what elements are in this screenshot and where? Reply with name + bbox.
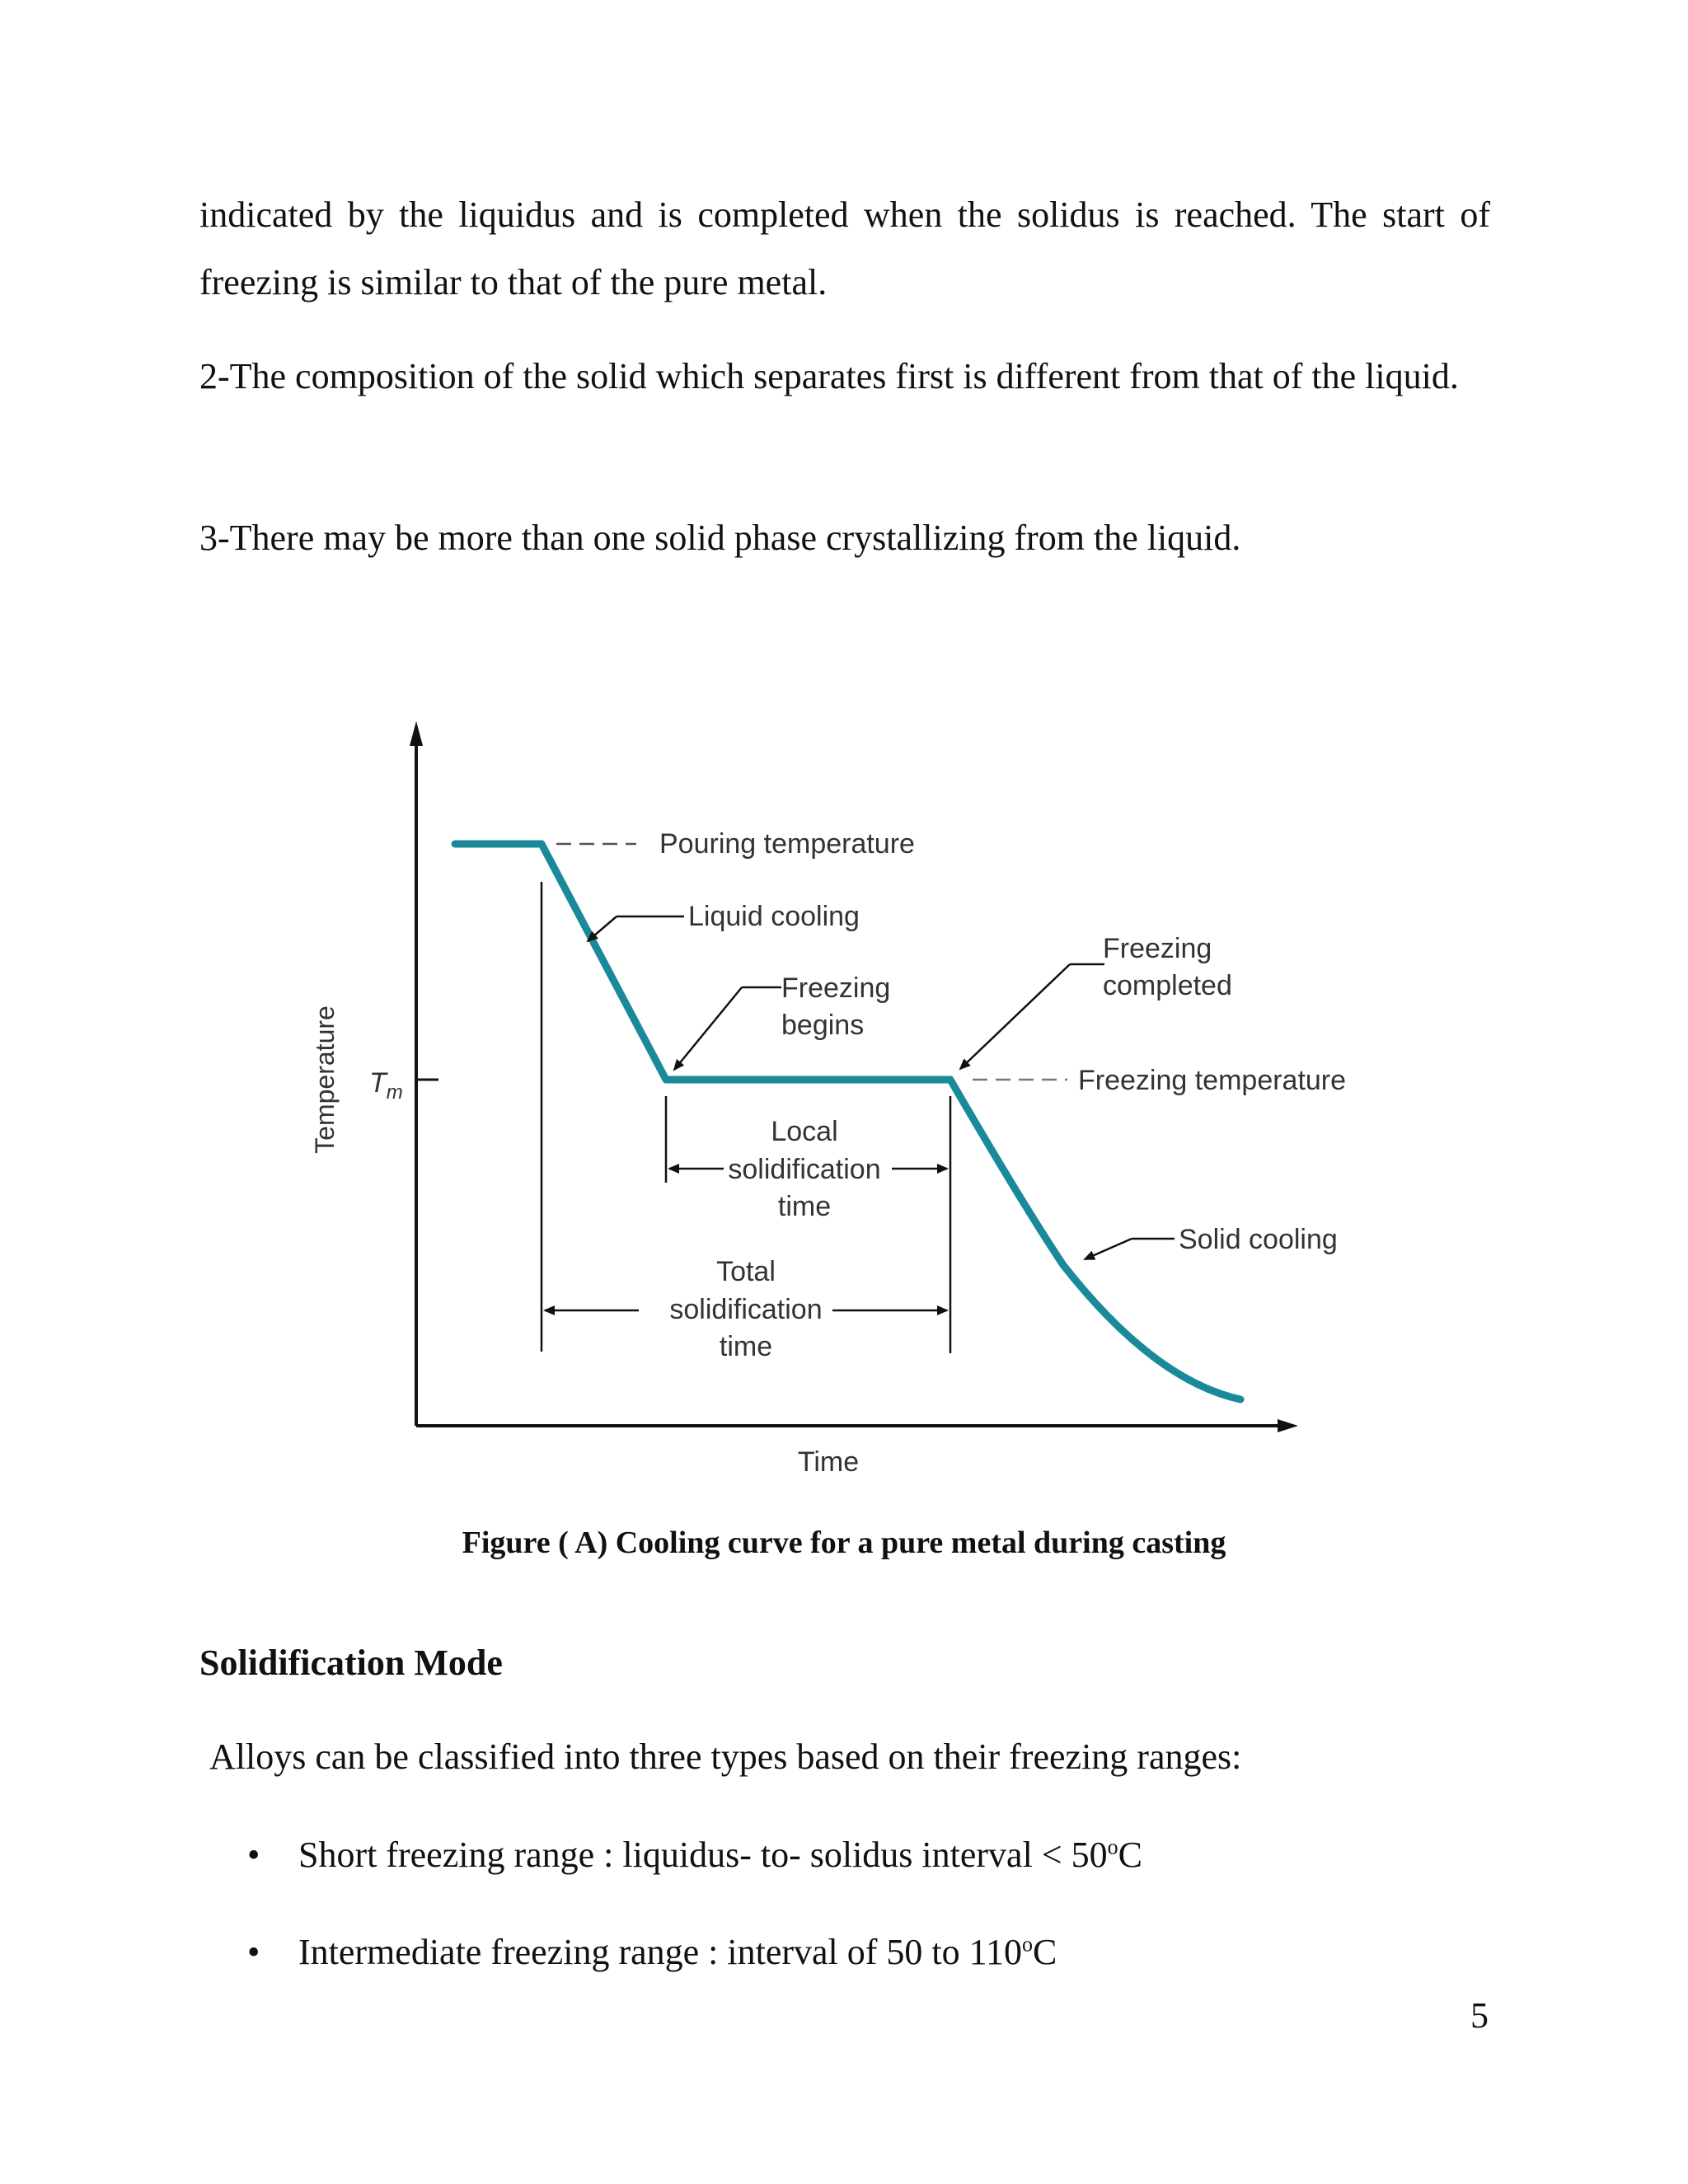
paragraph-2: 2-The composition of the solid which separates first is different from that of the liquid. bbox=[199, 356, 1459, 396]
freezing-completed-arrow bbox=[960, 964, 1070, 1069]
y-axis-label: Temperature bbox=[310, 1005, 340, 1154]
paragraph-1: indicated by the liquidus and is completed when the solidus is reached. The start of freezing is similar to that of the pure metal. bbox=[199, 194, 1490, 302]
page-number: 5 bbox=[1470, 1995, 1489, 2036]
local-label-2: solidification bbox=[728, 1154, 881, 1185]
x-axis-label: Time bbox=[797, 1446, 860, 1478]
solid-cooling-label: Solid cooling bbox=[1179, 1224, 1338, 1255]
bullet-icon: • bbox=[247, 1835, 260, 1875]
freezing-begins-arrow bbox=[674, 987, 742, 1070]
total-label-2: solidification bbox=[669, 1294, 823, 1325]
freezing-completed-label-2: completed bbox=[1103, 970, 1232, 1001]
figure-caption: Figure ( A) Cooling curve for a pure metal during casting bbox=[462, 1526, 1226, 1560]
bullet-icon: • bbox=[247, 1932, 260, 1972]
total-label-3: time bbox=[719, 1331, 773, 1362]
cooling-curve-diagram bbox=[305, 709, 1393, 1500]
total-label-1: Total bbox=[716, 1256, 776, 1287]
local-label-1: Local bbox=[771, 1116, 838, 1147]
liquid-cooling-label: Liquid cooling bbox=[688, 901, 860, 932]
freezing-completed-label-1: Freezing bbox=[1103, 933, 1212, 964]
bullet-text: Short freezing range : liquidus- to- solidus interval < $50^oC$ bbox=[298, 1835, 1142, 1875]
freezing-temperature-label: Freezing temperature bbox=[1078, 1065, 1347, 1096]
local-label-3: time bbox=[777, 1191, 832, 1222]
x-axis-arrow bbox=[1278, 1419, 1298, 1432]
bullet-text: Intermediate freezing range : interval of 50 to 110$^o$C bbox=[298, 1932, 1057, 1972]
y-axis-arrow bbox=[410, 721, 423, 746]
freezing-begins-label-1: Freezing bbox=[781, 972, 891, 1004]
cooling-curve-figure bbox=[305, 709, 1393, 1500]
intro-text: Alloys can be classified into three types based on their freezing ranges: bbox=[209, 1736, 1242, 1777]
liquid-cooling-arrow bbox=[588, 916, 617, 941]
section-heading: Solidification Mode bbox=[199, 1643, 503, 1683]
paragraph-3: 3-There may be more than one solid phase crystallizing from the liquid. bbox=[199, 518, 1241, 558]
freezing-begins-label-2: begins bbox=[781, 1010, 865, 1041]
pouring-label: Pouring temperature bbox=[659, 828, 915, 860]
solid-cooling-arrow bbox=[1085, 1239, 1132, 1259]
tm-label: $T_m$ bbox=[369, 1067, 403, 1104]
